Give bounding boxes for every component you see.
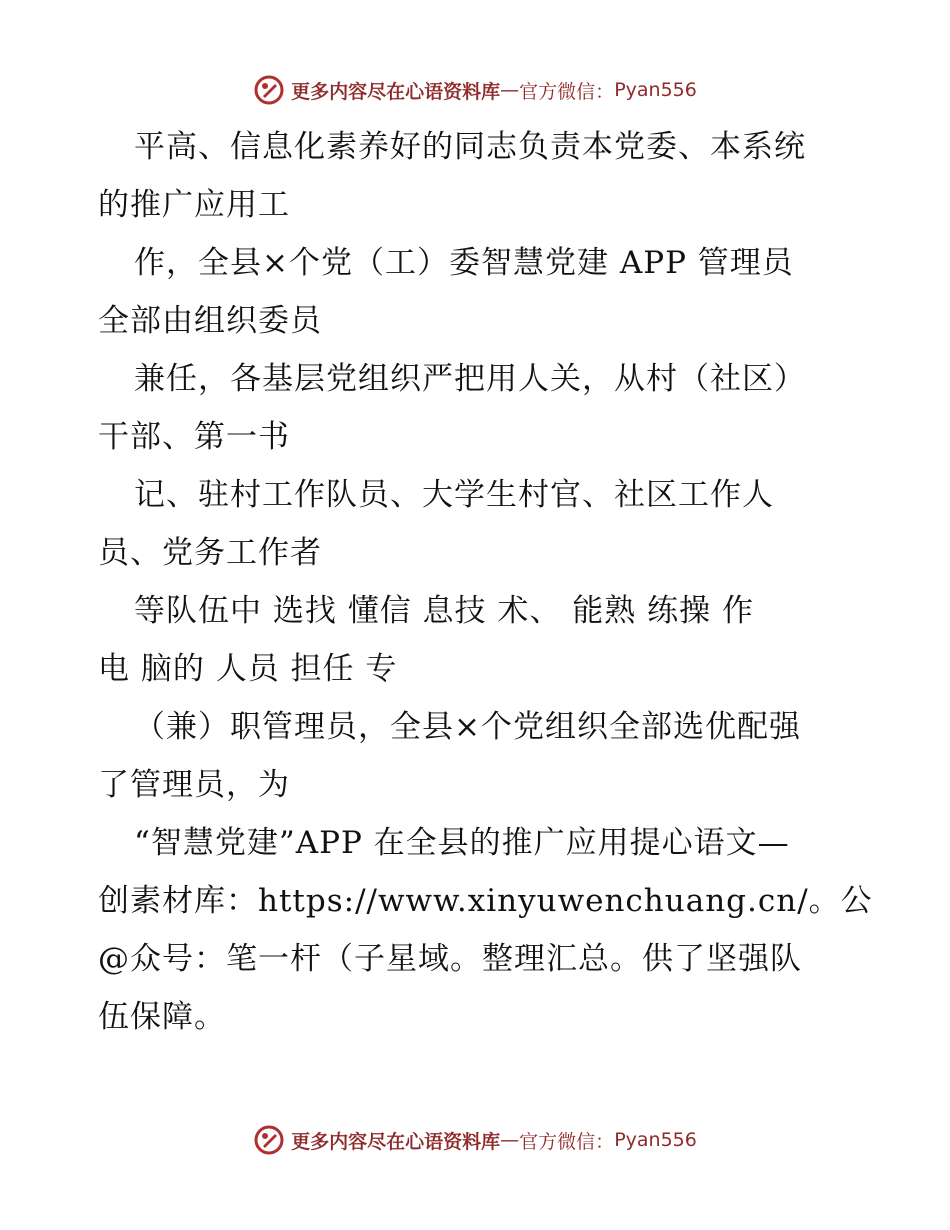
footer-site-text: 更多内容尽在心语资料库 (291, 1130, 501, 1153)
body-line: 创素材库：https://www.xinyuwenchuang.cn/。公 (98, 883, 873, 919)
body-line: 员、党务工作者 (98, 535, 322, 571)
body-line: 了管理员，为 (98, 767, 290, 803)
body-line: “智慧党建”APP 在全县的推广应用提心语文— (134, 825, 790, 861)
body-line: 的推广应用工 (98, 187, 290, 223)
footer-banner (0, 1120, 950, 1160)
body-line: 等队伍中 选找 懂信 息技 术、 能熟 练操 作 (134, 593, 754, 629)
header-site-text: 更多内容尽在心语资料库 (291, 80, 501, 103)
body-line: 记、驻村工作队员、大学生村官、社区工作人 (134, 477, 774, 513)
body-line: 伍保障。 (98, 999, 226, 1035)
body-line: 全部由组织委员 (98, 303, 322, 339)
body-line: 兼任，各基层党组织严把用人关，从村（社区） (134, 361, 806, 397)
document-body (98, 118, 873, 1046)
body-line: 电 脑的 人员 担任 专 (98, 651, 398, 687)
body-line: 作，全县×个党（工）委智慧党建 APP 管理员 (134, 245, 794, 281)
body-line: 平高、信息化素养好的同志负责本党委、本系统 (134, 129, 806, 165)
body-line: （兼）职管理员，全县×个党组织全部选优配强 (134, 709, 801, 745)
body-line: 干部、第一书 (98, 419, 290, 455)
header-contact-id: Pyan556 (614, 79, 697, 101)
brand-logo-icon (253, 1124, 285, 1156)
footer-contact-label: 官方微信： (519, 1130, 615, 1153)
header-dash: — (500, 79, 520, 101)
header-banner (0, 70, 950, 110)
header-contact-label: 官方微信： (519, 80, 615, 103)
body-line: @众号：笔一杆（子星域。整理汇总。供了坚强队 (98, 941, 802, 977)
footer-dash: — (500, 1129, 520, 1151)
brand-logo-icon (253, 74, 285, 106)
footer-contact-id: Pyan556 (614, 1129, 697, 1151)
